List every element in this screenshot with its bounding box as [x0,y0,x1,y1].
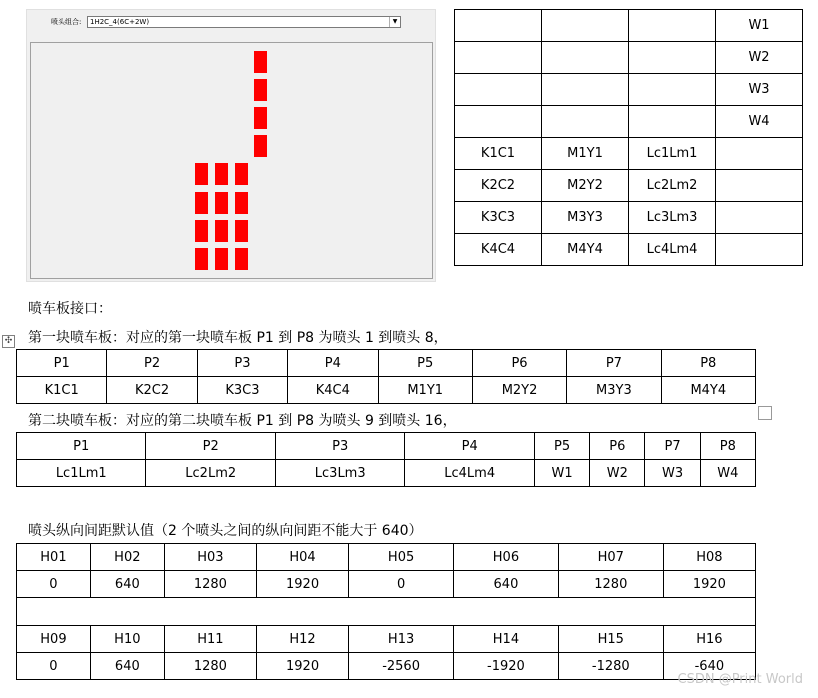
nozzle-block [254,79,267,101]
combo-value: 1H2C_4(6C+2W) [90,18,150,26]
board1-description: 第一块喷车板：对应的第一块喷车板 P1 到 P8 为喷头 1 到喷头 8， [28,330,448,346]
table-cell: K3C3 [455,202,542,234]
nozzle-block [215,248,228,270]
table-resize-handle[interactable] [758,406,772,420]
spacing-description: 喷头纵向间距默认值（2 个喷头之间的纵向间距不能大于 640） [28,523,423,539]
table-cell: 0 [17,653,91,680]
table-cell: P1 [17,433,146,460]
nozzle-block [215,192,228,214]
table-cell: K4C4 [288,377,378,404]
nozzle-block [215,163,228,185]
board2-description: 第二块喷车板：对应的第二块喷车板 P1 到 P8 为喷头 9 到喷头 16， [28,413,457,429]
combo-label: 喷头组合: [51,18,82,26]
table-row [455,138,803,170]
table-cell: 1920 [663,571,755,598]
table-cell: 640 [454,571,559,598]
table-cell: M4Y4 [542,234,629,266]
table-cell: 1280 [558,571,663,598]
table-cell: 640 [90,653,164,680]
table-cell: Lc1Lm1 [17,460,146,487]
table-cell: K2C2 [455,170,542,202]
table-cell: H04 [256,544,348,571]
table-cell: H14 [454,626,559,653]
table-cell: H11 [164,626,256,653]
table-cell: Lc4Lm4 [629,234,716,266]
table-cell: H07 [558,544,663,571]
table-cell: P6 [472,350,566,377]
table-cell [716,234,803,266]
nozzle-block [235,163,248,185]
table-row [17,598,756,626]
table-cell: P8 [700,433,755,460]
table-cell: P2 [107,350,197,377]
table-cell [716,202,803,234]
table-cell: H13 [349,626,454,653]
table-cell: M3Y3 [567,377,661,404]
table-row [17,544,756,571]
table-cell [629,10,716,42]
table-cell: W2 [716,42,803,74]
table-cell: 0 [17,571,91,598]
table-cell: P2 [146,433,275,460]
nozzle-block [254,135,267,157]
table-cell: Lc3Lm3 [629,202,716,234]
table-cell: P3 [197,350,287,377]
table-cell: P4 [288,350,378,377]
table-cell [455,106,542,138]
table-cell [629,42,716,74]
table-cell [629,74,716,106]
table-cell: 640 [90,571,164,598]
table-row [455,42,803,74]
table-cell: P3 [275,433,404,460]
table-cell: M2Y2 [542,170,629,202]
table-row [455,170,803,202]
table-cell [455,10,542,42]
table-cell: -2560 [349,653,454,680]
nozzle-block [235,248,248,270]
table-row [455,106,803,138]
table-cell: M1Y1 [378,377,472,404]
nozzle-block [254,51,267,73]
table-cell: M4Y4 [661,377,755,404]
table-cell: W4 [700,460,755,487]
table-cell: W2 [590,460,645,487]
table-cell: 1280 [164,571,256,598]
table-cell: Lc2Lm2 [629,170,716,202]
nozzle-grid-table [454,9,803,266]
table-cell: P1 [17,350,107,377]
table-row [17,377,756,404]
table-cell: H10 [90,626,164,653]
table-cell: -640 [663,653,755,680]
table-cell: P5 [378,350,472,377]
table-row [455,202,803,234]
table-cell: 1920 [256,653,348,680]
table-cell: H06 [454,544,559,571]
table-cell [542,10,629,42]
table-cell: K2C2 [107,377,197,404]
table-move-icon[interactable]: ✣ [2,335,15,348]
nozzle-block [254,107,267,129]
table-cell: -1280 [558,653,663,680]
table-cell: H01 [17,544,91,571]
table-cell: H09 [17,626,91,653]
table-cell: 1920 [256,571,348,598]
table-cell: W1 [534,460,589,487]
table-cell: Lc3Lm3 [275,460,404,487]
nozzle-block [235,192,248,214]
table-row [17,433,756,460]
table-row [455,10,803,42]
table-cell: W4 [716,106,803,138]
table-cell: Lc1Lm1 [629,138,716,170]
table-cell: P5 [534,433,589,460]
table-cell: M3Y3 [542,202,629,234]
table-cell: W1 [716,10,803,42]
table-cell: M1Y1 [542,138,629,170]
table-cell [455,74,542,106]
table-cell: M2Y2 [472,377,566,404]
table-cell: P6 [590,433,645,460]
board1-table [16,349,756,404]
table-cell: H05 [349,544,454,571]
chevron-down-icon[interactable]: ▼ [389,17,400,27]
table-cell: 1280 [164,653,256,680]
table-cell: K4C4 [455,234,542,266]
board2-table [16,432,756,487]
table-cell: K3C3 [197,377,287,404]
nozzle-layout-canvas [30,42,433,279]
table-cell [629,106,716,138]
nozzle-block [195,220,208,242]
table-cell: W3 [645,460,700,487]
nozzle-block [215,220,228,242]
table-cell: H08 [663,544,755,571]
table-cell: W3 [716,74,803,106]
table-row [17,350,756,377]
table-cell: K1C1 [455,138,542,170]
table-cell: -1920 [454,653,559,680]
table-row [455,74,803,106]
table-row [17,460,756,487]
table-cell [716,170,803,202]
table-cell [542,42,629,74]
table-cell: K1C1 [17,377,107,404]
nozzle-config-panel [26,9,436,282]
nozzle-block [195,248,208,270]
table-row [455,234,803,266]
spacing-table [16,543,756,680]
table-row [17,626,756,653]
interface-title: 喷车板接口： [28,301,112,317]
nozzle-block [195,163,208,185]
table-cell: P7 [567,350,661,377]
table-cell: H02 [90,544,164,571]
table-cell: Lc4Lm4 [405,460,534,487]
table-cell: Lc2Lm2 [146,460,275,487]
table-row [17,653,756,680]
watermark: CSDN @Print World [677,672,803,687]
table-cell [542,106,629,138]
table-cell: H03 [164,544,256,571]
spacer-cell [17,598,756,626]
table-cell [455,42,542,74]
table-cell: 0 [349,571,454,598]
table-cell [542,74,629,106]
table-cell: H16 [663,626,755,653]
table-cell: H15 [558,626,663,653]
nozzle-combination-select[interactable] [87,16,401,28]
table-cell: P4 [405,433,534,460]
table-cell: H12 [256,626,348,653]
nozzle-block [195,192,208,214]
table-cell: P7 [645,433,700,460]
table-cell [716,138,803,170]
nozzle-block [235,220,248,242]
table-cell: P8 [661,350,755,377]
table-row [17,571,756,598]
